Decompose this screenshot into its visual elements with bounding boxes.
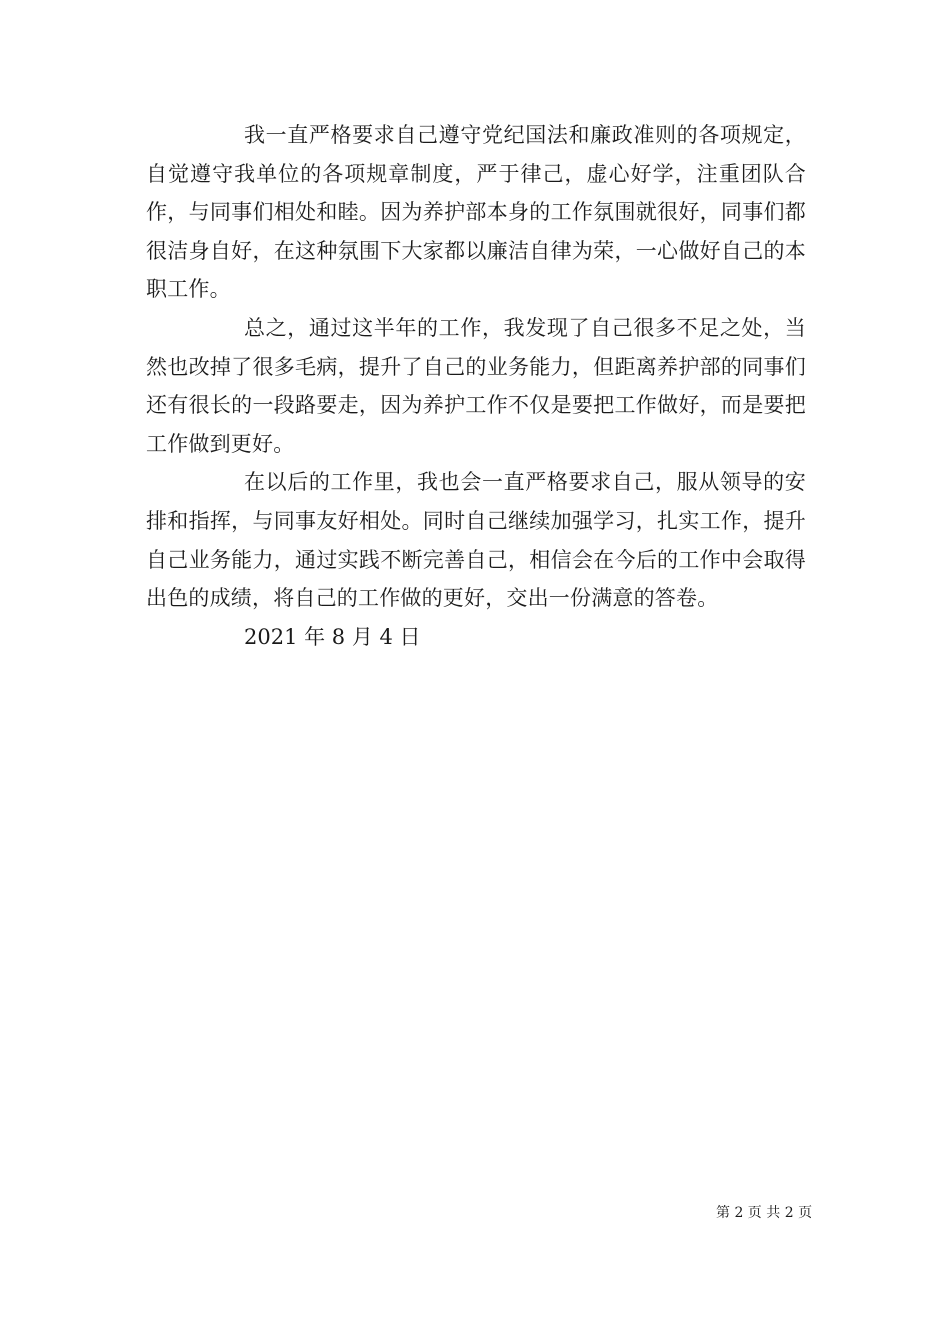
page-number-footer: 第 2 页 共 2 页 xyxy=(716,1205,813,1221)
paragraph-1: 我一直严格要求自己遵守党纪国法和廉政准则的各项规定，自觉遵守我单位的各项规章制度，严于律己，虚心好学，注重团队合作，与同事们相处和睦。因为养护部本身的工作氛围就很好，同事们都很洁身自好，在这种氛围下大家都以廉洁自律为荣，一心做好自己的本职工作。 xyxy=(146,123,806,302)
document-date: 2021 年 8 月 4 日 xyxy=(244,624,421,649)
paragraph-2: 总之，通过这半年的工作，我发现了自己很多不足之处，当然也改掉了很多毛病，提升了自己的业务能力，但距离养护部的同事们还有很长的一段路要走，因为养护工作不仅是要把工作做好，而是要把工作做到更好。 xyxy=(146,315,806,456)
paragraph-3: 在以后的工作里，我也会一直严格要求自己，服从领导的安排和指挥，与同事友好相处。同时自己继续加强学习，扎实工作，提升自己业务能力，通过实践不断完善自己，相信会在今后的工作中会取得出色的成绩，将自己的工作做的更好，交出一份满意的答卷。 xyxy=(146,470,806,611)
document-body xyxy=(146,116,806,656)
